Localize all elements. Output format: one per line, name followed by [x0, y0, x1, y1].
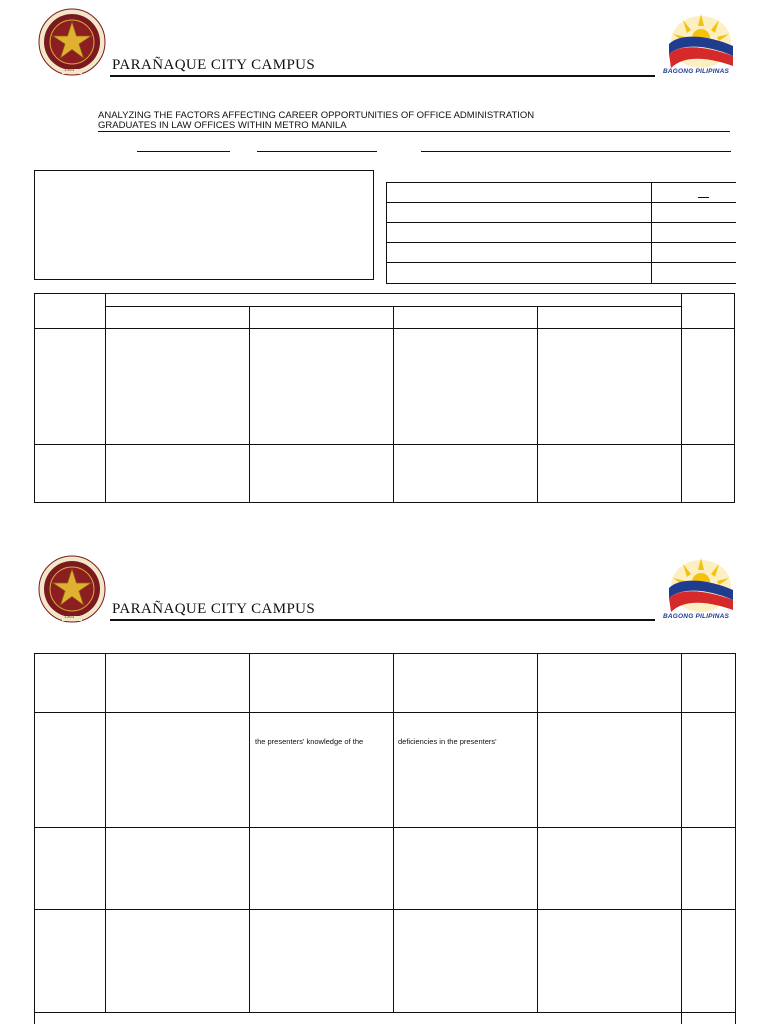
seal-year-2: 1904	[64, 615, 74, 620]
blank-line-2	[257, 151, 377, 152]
comment-box	[34, 170, 374, 280]
research-title-line-2: GRADUATES IN LAW OFFICES WITHIN METRO MANILA	[98, 120, 347, 131]
seal-year: 1904	[64, 68, 74, 73]
university-seal-logo-2	[38, 555, 106, 623]
campus-name: PARAÑAQUE CITY CAMPUS	[112, 57, 316, 73]
blank-line-3	[421, 151, 731, 152]
title-underline	[98, 131, 730, 132]
bagong-pilipinas-label: BAGONG PILIPINAS	[663, 68, 730, 75]
university-seal-logo	[38, 8, 106, 76]
rubric-cell-text-knowledge: the presenters' knowledge of the	[255, 737, 364, 746]
bagong-pilipinas-label-2: BAGONG PILIPINAS	[663, 613, 730, 620]
campus-name-2: PARAÑAQUE CITY CAMPUS	[112, 601, 316, 617]
rubric-cell-text-deficiencies: deficiencies in the presenters'	[398, 737, 497, 746]
blank-line-1	[137, 151, 230, 152]
header-rule-2	[110, 619, 655, 621]
research-title-line-1: ANALYZING THE FACTORS AFFECTING CAREER OPPORTUNITIES OF OFFICE ADMINISTRATION	[98, 110, 535, 121]
header-rule	[110, 75, 655, 77]
